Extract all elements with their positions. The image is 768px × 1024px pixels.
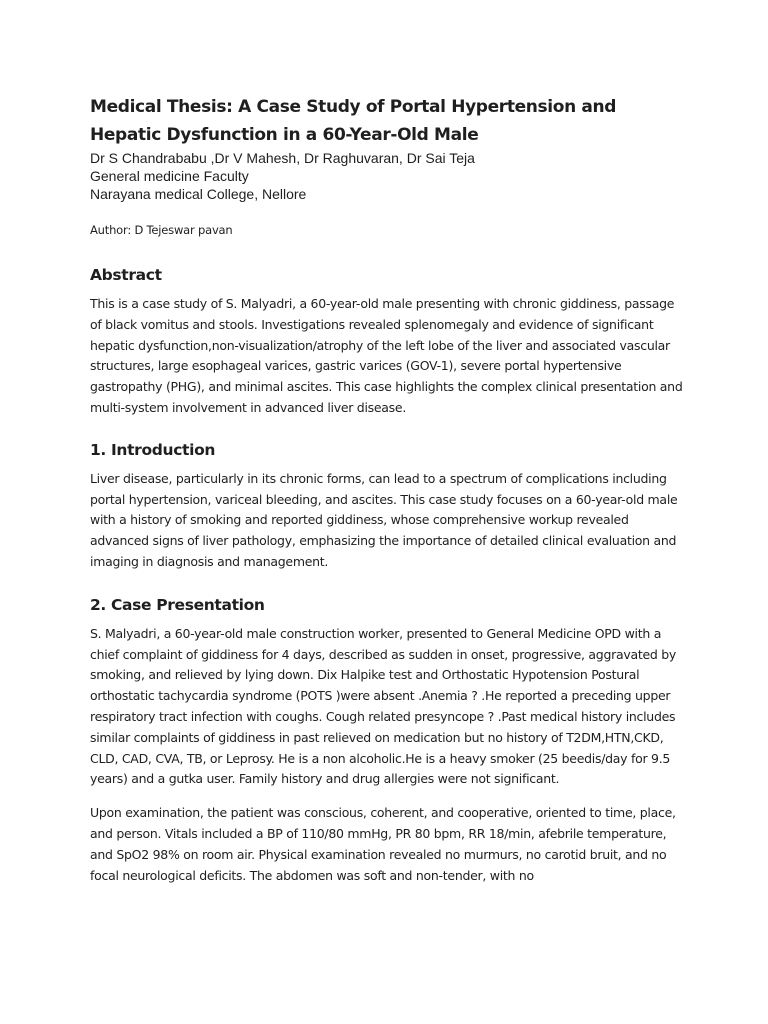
abstract-paragraph: This is a case study of S. Malyadri, a 60-year-old male presenting with chronic giddiness, passage of black vomitus and stools. Investigations revealed splenomegaly and evidence of significant hepatic dysfunction,non-visualization/atrophy of the left lobe of the liver and associated vascular structures, large esophageal varices, gastric varices (GOV-1), severe portal hypertensive gastropathy (PHG), and minimal ascites. This case highlights the complex clinical presentation and multi-system involvement in advanced liver disease. — [90, 296, 683, 415]
abstract-heading: Abstract — [90, 266, 162, 284]
college-line: Narayana medical College, Nellore — [90, 186, 307, 202]
faculty-line: General medicine Faculty — [90, 168, 249, 184]
document-title-line-2: Hepatic Dysfunction in a 60-Year-Old Male — [90, 125, 479, 145]
author-credit: Author: D Tejeswar pavan — [90, 223, 233, 237]
case-presentation-paragraph-2: Upon examination, the patient was conscious, coherent, and cooperative, oriented to time, place, and person. Vitals included a BP of 110/80 mmHg, PR 80 bpm, RR 18/min, afebrile temperature, and SpO2 98% on room air. Physical examination revealed no murmurs, no carotid bruit, and no focal neurological deficits. The abdomen was soft and non-tender, with no — [90, 805, 676, 883]
introduction-paragraph: Liver disease, particularly in its chronic forms, can lead to a spectrum of complications including portal hypertension, variceal bleeding, and ascites. This case study focuses on a 60-year-old male with a history of smoking and reported giddiness, whose comprehensive workup revealed advanced signs of liver pathology, emphasizing the importance of detailed clinical evaluation and imaging in diagnosis and management. — [90, 470, 678, 569]
case-presentation-heading: 2. Case Presentation — [90, 595, 265, 614]
affiliation-block — [90, 149, 686, 203]
authors-line: Dr S Chandrababu ,Dr V Mahesh, Dr Raghuvaran, Dr Sai Teja — [90, 150, 475, 166]
introduction-heading: 1. Introduction — [90, 440, 216, 459]
document-title-line-1: Medical Thesis: A Case Study of Portal Hypertension and — [90, 97, 617, 117]
document-body — [90, 93, 686, 886]
case-presentation-paragraph-1: S. Malyadri, a 60-year-old male construction worker, presented to General Medicine OPD with a chief complaint of giddiness for 4 days, described as sudden in onset, progressive, aggravated by smoking, and relieved by lying down. Dix Halpike test and Orthostatic Hypotension Postural orthostatic tachycardia syndrome (POTS )were absent .Anemia ? .He reported a preceding upper respiratory tract infection with coughs. Cough related presyncope ? .Past medical history includes similar complaints of giddiness in past relieved on medication but no history of T2DM,HTN,CKD, CLD, CAD, CVA, TB, or Leprosy. He is a non alcoholic.He is a heavy smoker (25 beedis/day for 9.5 years) and a gutka user. Family history and drug allergies were not significant. — [90, 625, 676, 787]
